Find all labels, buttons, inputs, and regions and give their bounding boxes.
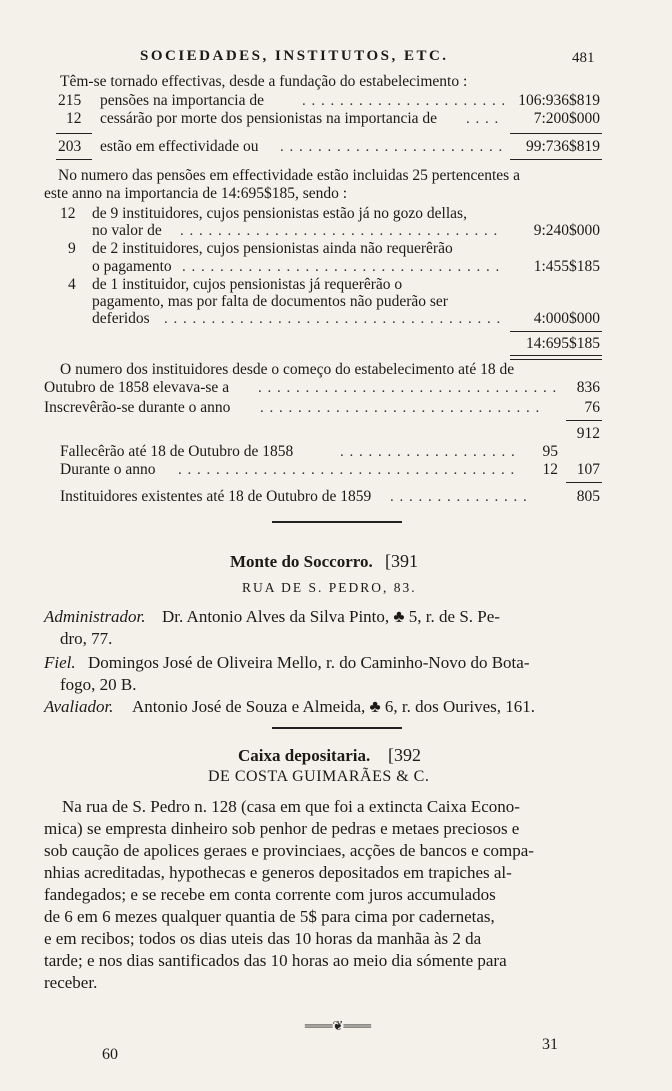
row-desc: deferidos [92,310,150,327]
row-count: 12 [66,110,82,127]
dot-leader [466,110,502,128]
dot-leader [280,138,506,156]
paragraph-line: No numero das pensões em effectividade estão incluidas 25 pertencentes a [58,167,520,184]
row-count: 203 [58,138,82,155]
paragraph-line: nhias acreditadas, hypothecas e generos depositados em trapiches al- [44,863,512,882]
value: 836 [576,379,600,396]
row-desc: o pagamento [92,258,172,275]
section-title: Monte do Soccorro. [230,552,373,571]
footer-right-number: 31 [542,1036,558,1053]
paragraph-line: este anno na importancia de 14:695$185, sendo : [44,185,348,202]
paragraph-line: Inscrevêrão-se durante o anno [44,399,231,416]
row-desc: de 1 instituidor, cujos pensionistas já requerêrão o [92,276,403,293]
paragraph-line: O numero dos instituidores desde o começo do estabelecimento até 18 de [60,361,515,378]
role-text: dro, 77. [60,629,113,648]
dot-leader [302,92,504,110]
row-amount: 1:455$185 [533,258,600,275]
dot-leader [258,379,558,397]
row-amount: 99:736$819 [525,138,600,155]
section-subtitle: DE COSTA GUIMARÃES & C. [208,768,430,785]
sum-rule [56,159,92,160]
row-amount: 106:936$819 [518,92,600,109]
role-text: Antonio José de Souza e Almeida, ♣ 6, r. dos Ourives, 161. [132,697,536,716]
paragraph-line: receber. [44,973,98,992]
row-amount: 7:200$000 [533,110,600,127]
row-count: 9 [68,240,76,257]
sum-rule [566,420,602,421]
ornament-icon: ═══❦═══ [304,1018,372,1033]
dot-leader [164,310,502,328]
paragraph-line: tarde; e nos dias santificados das 10 horas ao meio dia sómente para [44,951,507,970]
paragraph-line: Instituidores existentes até 18 de Outubro de 1859 [60,488,372,505]
role-label: Fiel. [44,653,76,672]
subtotal: 912 [576,425,600,442]
section-divider [272,521,402,523]
section-ref: [391 [385,551,418,571]
section-address: RUA DE S. PEDRO, 83. [242,580,417,595]
section-ref: [392 [388,745,421,765]
footer-left-number: 60 [102,1046,118,1063]
paragraph-line: fandegados; e se recebe em conta corrente com juros accumulados [44,885,496,904]
page-number: 481 [572,50,595,66]
pending-total: 14:695$185 [525,335,600,352]
dot-leader [182,258,502,276]
role-label: Avaliador. [44,697,114,716]
paragraph-line: de 6 em 6 mezes qualquer quantia de 5$ para cima por cadernetas, [44,907,495,926]
value: 805 [576,488,600,505]
role-label: Administrador. [44,607,146,626]
row-desc: estão em effectividade ou [100,138,259,155]
value: 95 [542,443,558,460]
row-count: 215 [58,92,82,109]
paragraph-line: Durante o anno [60,461,156,478]
role-text: Domingos José de Oliveira Mello, r. do Caminho-Novo do Bota- [88,653,530,672]
row-desc: pensões na importancia de [100,92,264,109]
row-amount: 4:000$000 [533,310,600,327]
dot-leader [260,399,540,417]
sum-rule [510,133,602,134]
dot-leader [180,222,502,240]
row-count: 12 [60,205,76,222]
row-count: 4 [68,276,76,293]
row-desc: cessárão por morte dos pensionistas na importancia de [100,110,438,127]
intro-line: Têm-se tornado effectivas, desde a fundação do estabelecimento : [60,73,468,90]
paragraph-line: Fallecêrão até 18 de Outubro de 1858 [60,443,294,460]
dot-leader [340,443,520,461]
paragraph-line: mica) se empresta dinheiro sob penhor de pedras e metaes preciosos e [44,819,520,838]
row-desc: de 9 instituidores, cujos pensionistas estão já no gozo dellas, [92,205,467,222]
sum-rule [566,482,602,483]
paragraph-line: Outubro de 1858 elevava-se a [44,379,230,396]
double-rule [510,355,602,360]
section-title: Caixa depositaria. [238,746,371,765]
running-head: SOCIEDADES, INSTITUTOS, ETC. [140,48,449,64]
role-text: Dr. Antonio Alves da Silva Pinto, ♣ 5, r. de S. Pe- [162,607,500,626]
dot-leader [178,461,520,479]
value: 76 [584,399,600,416]
dot-leader [390,488,530,506]
row-desc: de 2 instituidores, cujos pensionistas ainda não requerêrão [92,240,453,257]
paragraph-line: sob caução de apolices geraes e provinciaes, acções de bancos e compa- [44,841,534,860]
row-desc: pagamento, mas por falta de documentos não puderão ser [92,293,448,310]
paragraph-line: Na rua de S. Pedro n. 128 (casa em que foi a extincta Caixa Econo- [62,797,520,816]
role-text: fogo, 20 B. [60,675,137,694]
sum-rule [510,159,602,160]
value: 12 [542,461,558,478]
row-amount: 9:240$000 [533,222,600,239]
section-divider [272,727,402,729]
sum-rule [510,331,602,332]
sum-rule [56,133,92,134]
value: 107 [576,461,600,478]
paragraph-line: e em recibos; todos os dias uteis das 10 horas da manhãa às 2 da [44,929,482,948]
row-desc: no valor de [92,222,162,239]
